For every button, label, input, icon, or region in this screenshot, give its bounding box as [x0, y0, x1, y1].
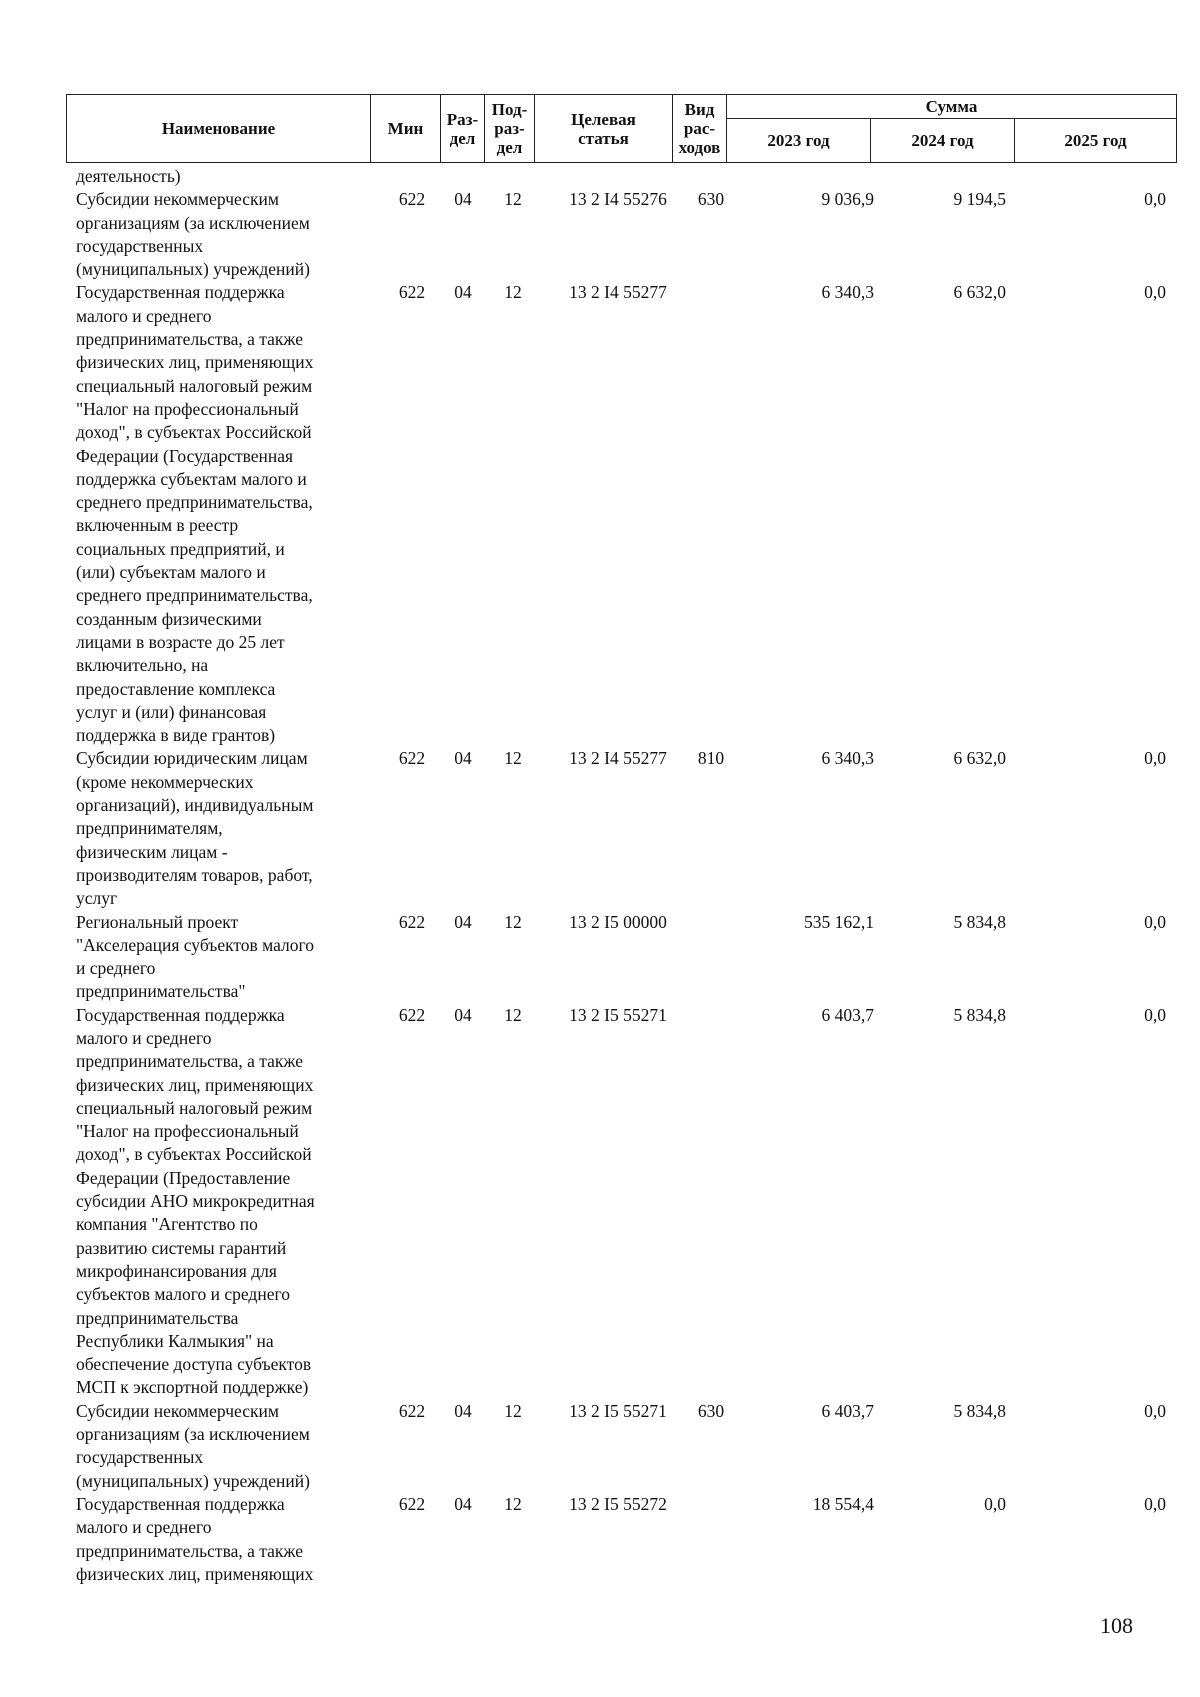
row-vid-rashodov: 630: [697, 1400, 725, 1421]
row-sum-2025: 0,0: [1144, 189, 1166, 210]
row-celevaya-statya: 13 2 I5 55272: [569, 1493, 667, 1514]
row-min: 622: [398, 1004, 426, 1025]
header-name: Наименование: [67, 95, 371, 163]
row-podrazdel: 12: [504, 282, 522, 303]
row-min: 622: [398, 189, 426, 210]
row-sum-2023: 9 036,9: [821, 189, 874, 210]
row-celevaya-statya: 13 2 I4 55277: [569, 282, 667, 303]
row-sum-2024: 6 632,0: [953, 748, 1006, 769]
table-row: [66, 281, 1176, 747]
table-header: [66, 94, 1177, 163]
row-podrazdel: 12: [504, 1004, 522, 1025]
table-row: [66, 1400, 1176, 1493]
header-min: Мин: [371, 95, 441, 163]
row-sum-2023: 6 340,3: [821, 748, 874, 769]
row-podrazdel: 12: [504, 1493, 522, 1514]
row-sum-2025: 0,0: [1144, 911, 1166, 932]
row-name: Субсидии некоммерческим организациям (за исключением государственных (муниципальных) учреждений): [76, 189, 310, 280]
row-min: 622: [398, 1493, 426, 1514]
row-razdel: 04: [454, 189, 472, 210]
row-vid-rashodov: 630: [697, 189, 725, 210]
row-podrazdel: 12: [504, 748, 522, 769]
row-min: 622: [398, 748, 426, 769]
row-razdel: 04: [454, 1004, 472, 1025]
row-sum-2023: 6 340,3: [821, 282, 874, 303]
row-sum-2024: 0,0: [984, 1493, 1006, 1514]
table-row: [66, 1004, 1176, 1400]
row-name: Государственная поддержка малого и среднего предпринимательства, а также физических лиц, применяющих специальный налоговый режим "Налог на профессиональный доход", в субъектах Российской Федерации (Государственная поддержка субъектам малого и среднего предпринимательства, включенным в реестр социальных предприятий, и (или) субъектам малого и среднего предпринимательства, созданным физическими лицами в возрасте до 25 лет включительно, на предоставление комплекса услуг и (или) финансовая поддержка в виде грантов): [76, 282, 314, 746]
row-name: Государственная поддержка малого и среднего предпринимательства, а также физических лиц, применяющих: [76, 1493, 314, 1584]
row-celevaya-statya: 13 2 I4 55276: [569, 189, 667, 210]
row-podrazdel: 12: [504, 189, 522, 210]
row-name: Субсидии некоммерческим организациям (за исключением государственных (муниципальных) учреждений): [76, 1400, 310, 1491]
row-min: 622: [398, 1400, 426, 1421]
row-sum-2024: 5 834,8: [953, 1400, 1006, 1421]
table-row: [66, 911, 1176, 1004]
table-row: [66, 165, 1176, 188]
table-row: [66, 1493, 1176, 1586]
row-name: Региональный проект "Акселерация субъектов малого и среднего предпринимательства": [76, 911, 315, 1002]
header-year-2024: 2024 год: [871, 119, 1015, 163]
table-body: [66, 165, 1176, 1586]
header-year-2023: 2023 год: [727, 119, 871, 163]
row-celevaya-statya: 13 2 I5 55271: [569, 1004, 667, 1025]
row-razdel: 04: [454, 911, 472, 932]
row-podrazdel: 12: [504, 1400, 522, 1421]
row-vid-rashodov: 810: [697, 748, 725, 769]
row-sum-2025: 0,0: [1144, 1004, 1166, 1025]
row-podrazdel: 12: [504, 911, 522, 932]
row-min: 622: [398, 911, 426, 932]
header-summa: Сумма: [727, 95, 1177, 119]
row-celevaya-statya: 13 2 I5 55271: [569, 1400, 667, 1421]
header-year-2025: 2025 год: [1015, 119, 1177, 163]
row-sum-2023: 18 554,4: [812, 1493, 874, 1514]
header-celevaya-statya: Целевая статья: [535, 95, 673, 163]
row-name: Государственная поддержка малого и среднего предпринимательства, а также физических лиц, применяющих специальный налоговый режим "Налог на профессиональный доход", в субъектах Российской Федерации (Предоставление субсидии АНО микрокредитная компания "Агентство по развитию системы гарантий микрофинансирования для субъектов малого и среднего предпринимательства Республики Калмыкия" на обеспечение доступа субъектов МСП к экспортной поддержке): [76, 1004, 315, 1398]
row-sum-2025: 0,0: [1144, 1493, 1166, 1514]
table-row: [66, 747, 1176, 910]
row-name: деятельность): [76, 166, 181, 186]
row-sum-2024: 5 834,8: [953, 911, 1006, 932]
row-min: 622: [398, 282, 426, 303]
row-sum-2023: 6 403,7: [821, 1004, 874, 1025]
table-row: [66, 188, 1176, 281]
row-celevaya-statya: 13 2 I4 55277: [569, 748, 667, 769]
row-celevaya-statya: 13 2 I5 00000: [569, 911, 667, 932]
row-sum-2024: 6 632,0: [953, 282, 1006, 303]
header-vid-rashodov: Вид рас- ходов: [673, 95, 727, 163]
row-razdel: 04: [454, 282, 472, 303]
row-sum-2023: 6 403,7: [821, 1400, 874, 1421]
row-sum-2024: 5 834,8: [953, 1004, 1006, 1025]
header-podrazdel: Под- раз- дел: [485, 95, 535, 163]
row-name: Субсидии юридическим лицам (кроме некоммерческих организаций), индивидуальным предпринимателям, физическим лицам - производителям товаров, работ, услуг: [76, 748, 314, 909]
row-razdel: 04: [454, 1400, 472, 1421]
row-sum-2025: 0,0: [1144, 282, 1166, 303]
row-sum-2024: 9 194,5: [953, 189, 1006, 210]
page-number: 108: [1100, 1613, 1133, 1638]
row-sum-2025: 0,0: [1144, 748, 1166, 769]
row-razdel: 04: [454, 1493, 472, 1514]
header-razdel: Раз- дел: [441, 95, 485, 163]
row-sum-2025: 0,0: [1144, 1400, 1166, 1421]
row-razdel: 04: [454, 748, 472, 769]
row-sum-2023: 535 162,1: [804, 911, 874, 932]
